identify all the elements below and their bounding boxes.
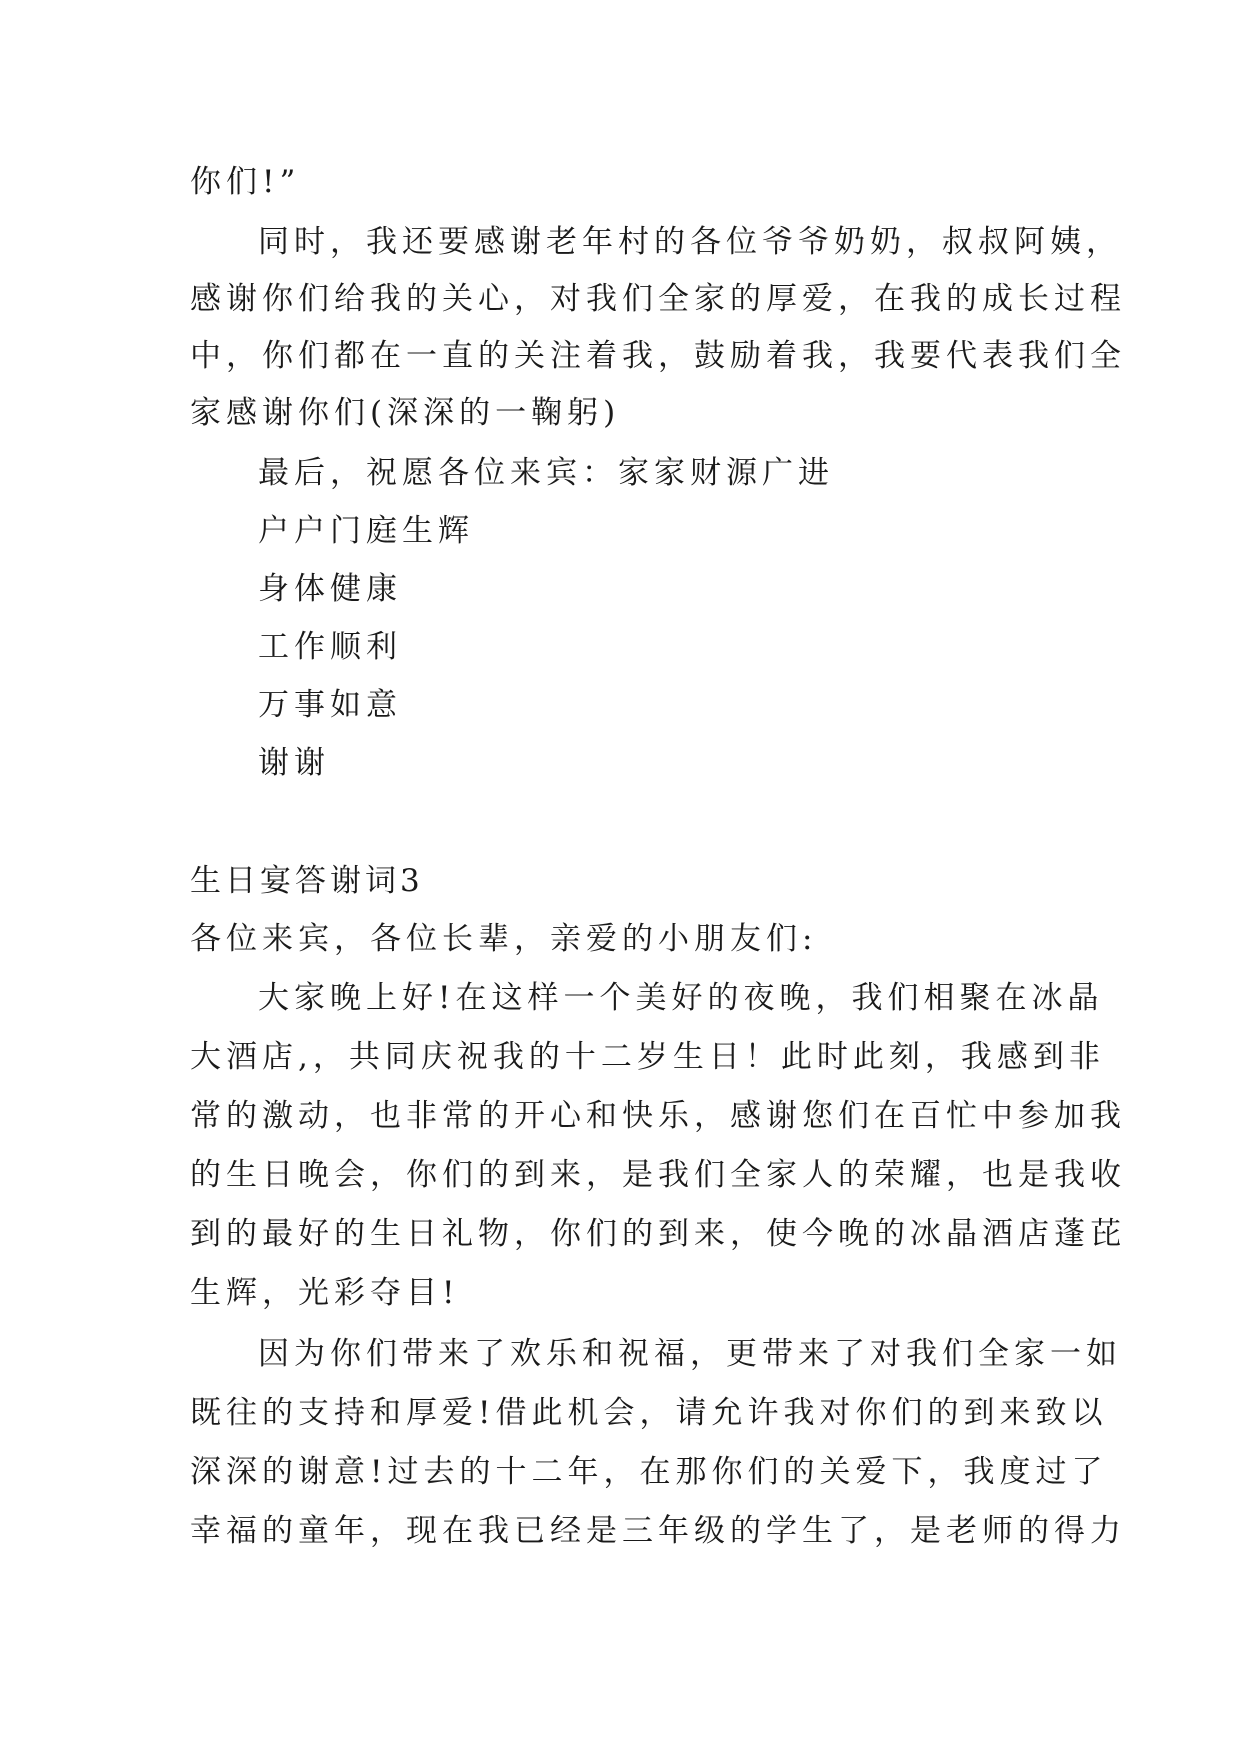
text-line: 感谢你们给我的关心，对我们全家的厚爱，在我的成长过程 [190,281,1126,317]
paragraph-start-line: 大家晚上好!在这样一个美好的夜晚，我们相聚在冰晶 [258,980,1104,1016]
salutation-line: 各位来宾，各位长辈，亲爱的小朋友们: [190,921,818,957]
text-line: 你们!” [190,164,301,200]
text-line: 大酒店,，共同庆祝我的十二岁生日！此时此刻，我感到非 [190,1039,1105,1075]
text-line: 既往的支持和厚爱!借此机会，请允许我对你们的到来致以 [190,1395,1108,1431]
text-line: 生辉，光彩夺目! [190,1275,460,1311]
wish-line: 万事如意 [258,687,402,723]
wish-line: 工作顺利 [258,629,402,665]
text-line: 的生日晚会，你们的到来，是我们全家人的荣耀，也是我收 [190,1157,1126,1193]
closing-line: 谢谢 [258,745,330,781]
text-line: 中，你们都在一直的关注着我，鼓励着我，我要代表我们全 [190,338,1126,374]
wish-line: 户户门庭生辉 [258,513,474,549]
text-line: 深深的谢意!过去的十二年，在那你们的关爱下，我度过了 [190,1454,1108,1490]
paragraph-start-line: 因为你们带来了欢乐和祝福，更带来了对我们全家一如 [258,1336,1122,1372]
paragraph-start-line: 同时，我还要感谢老年村的各位爷爷奶奶，叔叔阿姨， [258,224,1122,260]
section-heading: 生日宴答谢词3 [190,863,424,899]
wish-line: 身体健康 [258,571,402,607]
text-line: 家感谢你们(深深的一鞠躬) [190,395,621,431]
text-line: 常的激动，也非常的开心和快乐，感谢您们在百忙中参加我 [190,1098,1126,1134]
paragraph-start-line: 最后，祝愿各位来宾：家家财源广进 [258,455,834,491]
text-line: 到的最好的生日礼物，你们的到来，使今晚的冰晶酒店蓬芘 [190,1216,1126,1252]
text-line: 幸福的童年，现在我已经是三年级的学生了，是老师的得力 [190,1513,1126,1549]
